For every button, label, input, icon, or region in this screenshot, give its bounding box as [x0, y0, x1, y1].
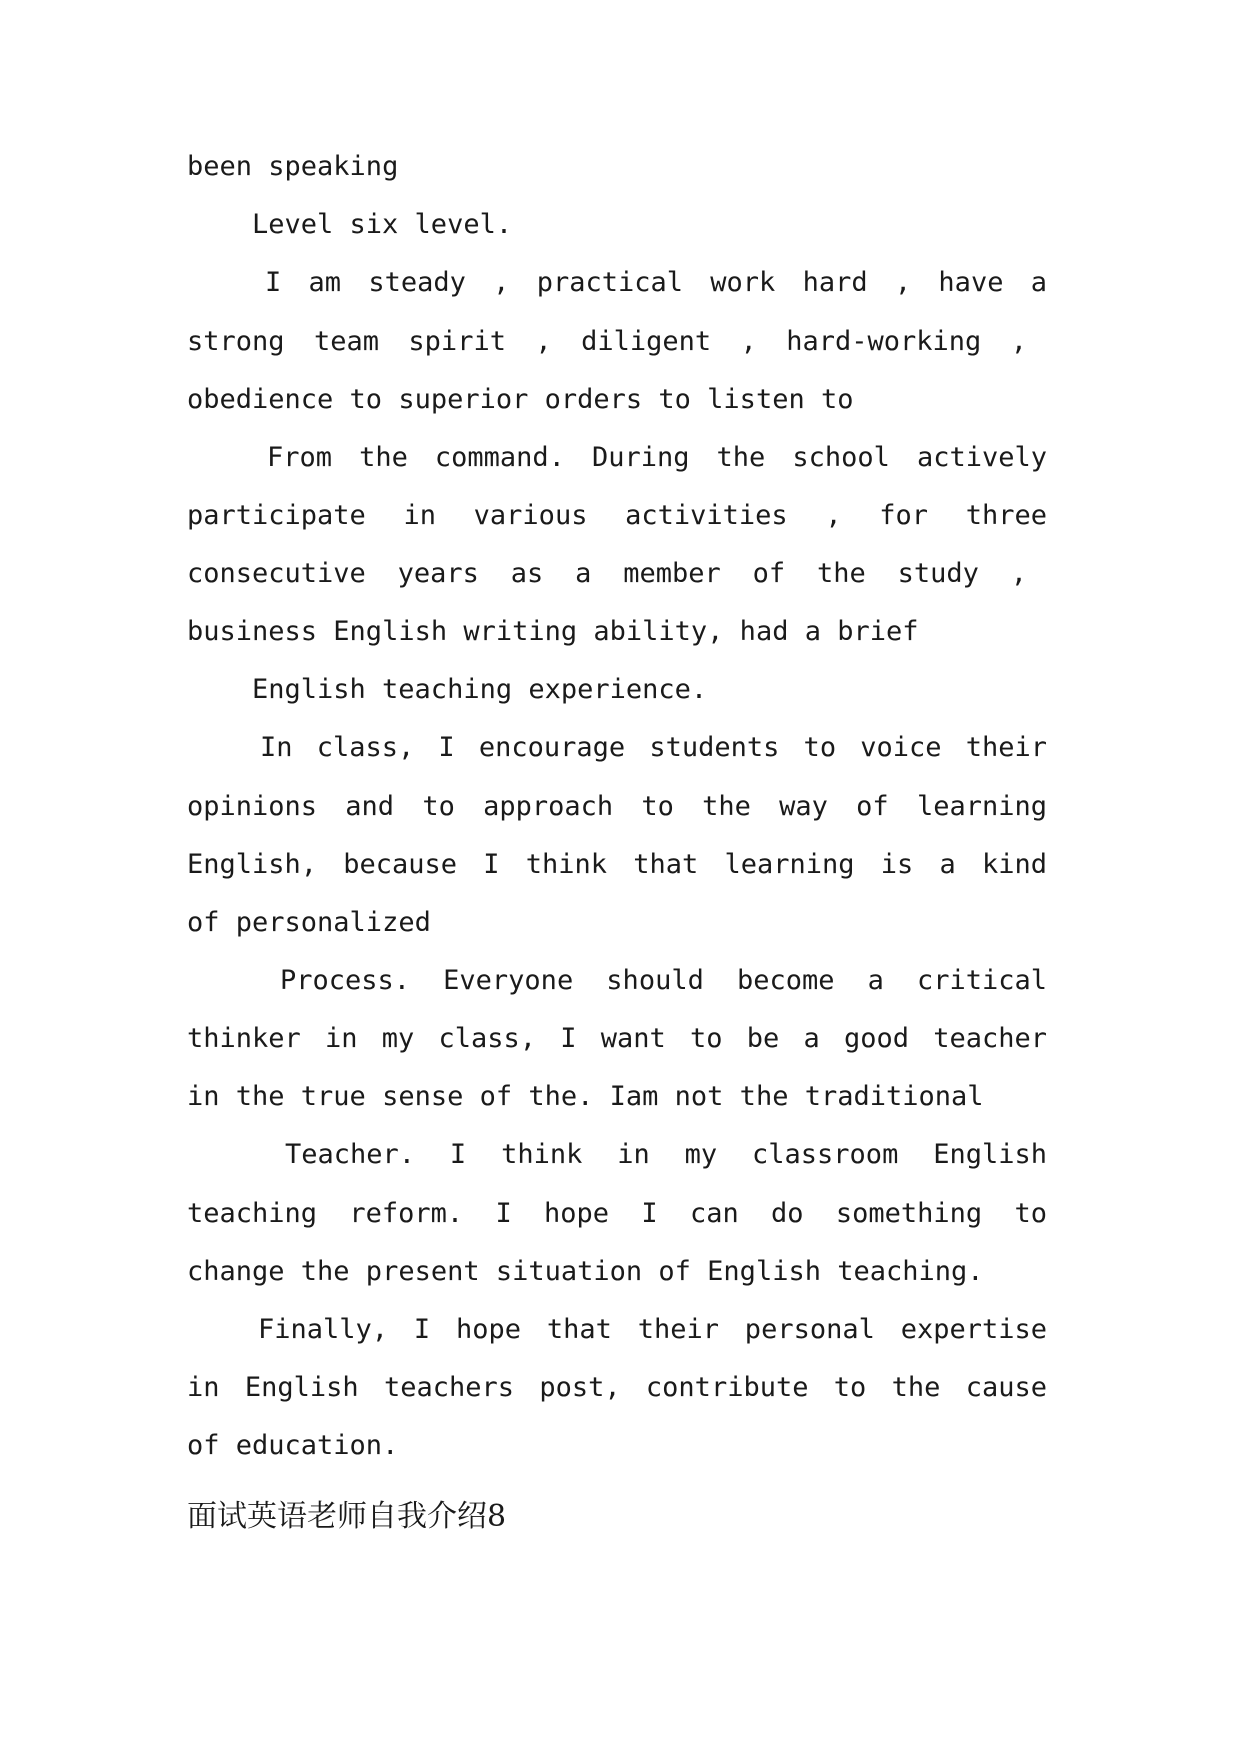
- text-line-4: strong team spirit , diligent , hard-working ,: [187, 326, 1027, 357]
- text-line-12: opinions and to approach to the way of learning: [187, 791, 1047, 822]
- text-line-1: been speaking: [187, 151, 399, 182]
- text-line-9: business English writing ability, had a brief: [187, 616, 919, 647]
- text-line-16: thinker in my class, I want to be a good teacher: [187, 1023, 1047, 1054]
- section-heading: 面试英语老师自我介绍8: [187, 1499, 507, 1534]
- text-line-5: obedience to superior orders to listen to: [187, 384, 854, 415]
- text-line-8: consecutive years as a member of the study ,: [187, 558, 1027, 589]
- text-line-6: From the command. During the school actively: [267, 442, 1047, 473]
- text-line-2: Level six level.: [252, 209, 513, 240]
- text-line-22: in English teachers post, contribute to the cause: [187, 1372, 1047, 1403]
- text-line-23: of education.: [187, 1430, 399, 1461]
- text-line-11: In class, I encourage students to voice their: [260, 732, 1047, 763]
- text-line-3: I am steady , practical work hard , have a: [265, 267, 1047, 298]
- text-line-19: teaching reform. I hope I can do something to: [187, 1198, 1047, 1229]
- text-line-18: Teacher. I think in my classroom English: [285, 1139, 1047, 1170]
- text-line-17: in the true sense of the. Iam not the traditional: [187, 1081, 984, 1112]
- text-line-20: change the present situation of English teaching.: [187, 1256, 984, 1287]
- text-line-10: English teaching experience.: [252, 674, 708, 705]
- text-line-13: English, because I think that learning is a kind: [187, 849, 1047, 880]
- text-line-21: Finally, I hope that their personal expertise: [258, 1314, 1047, 1345]
- text-line-15: Process. Everyone should become a critical: [280, 965, 1047, 996]
- text-line-14: of personalized: [187, 907, 431, 938]
- text-line-7: participate in various activities , for three: [187, 500, 1047, 531]
